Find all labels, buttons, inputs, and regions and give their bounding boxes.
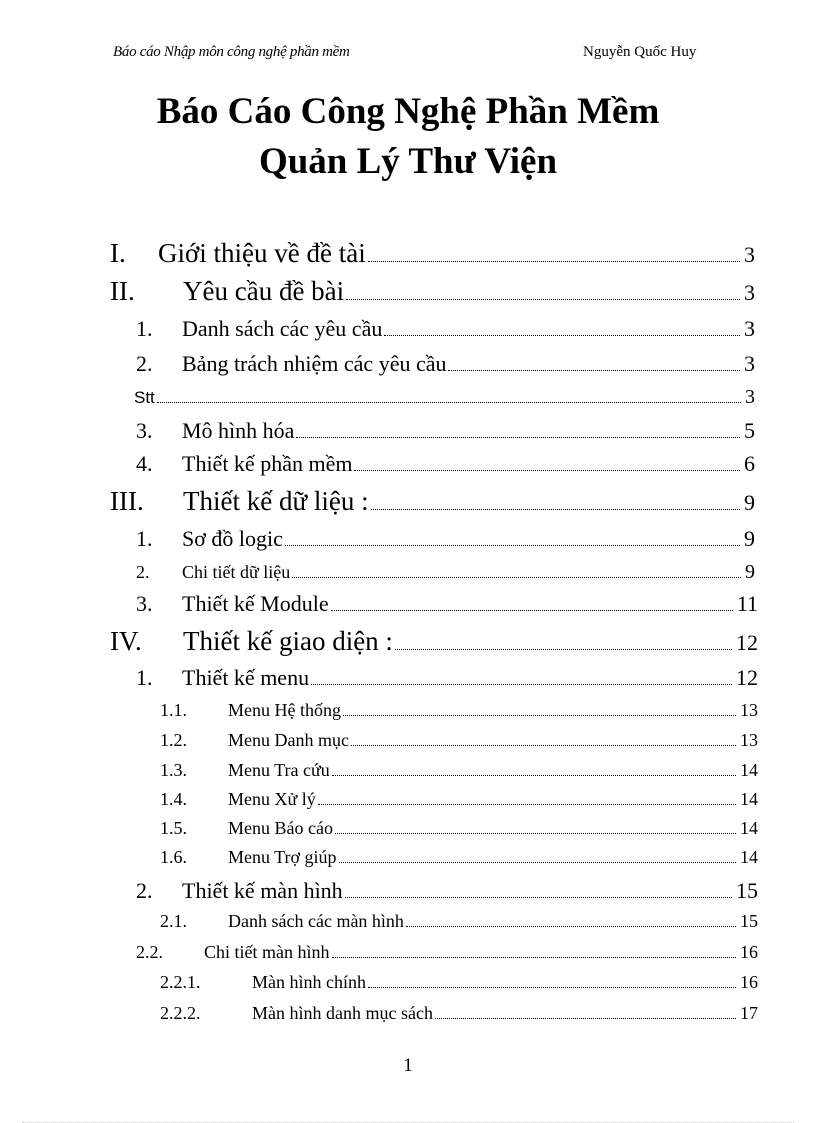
toc-entry[interactable] — [136, 351, 755, 377]
toc-entry[interactable] — [134, 386, 755, 409]
toc-entry[interactable] — [160, 818, 758, 839]
toc-label: Thiết kế Module — [182, 591, 329, 616]
toc-leader — [346, 299, 740, 300]
toc-label: Bảng trách nhiệm các yêu cầu — [182, 351, 447, 376]
toc-label: Giới thiệu về đề tài — [158, 238, 366, 268]
toc-number: 2.2.2. — [160, 1003, 201, 1023]
toc-entry[interactable] — [160, 700, 758, 721]
toc-number: 1.1. — [160, 700, 187, 720]
toc-number: 1.3. — [160, 760, 187, 780]
toc-leader — [371, 509, 740, 510]
toc-leader — [332, 957, 737, 958]
toc-label: Thiết kế dữ liệu : — [183, 486, 369, 516]
toc-label: Menu Trợ giúp — [228, 847, 337, 867]
toc-label: Menu Tra cứu — [228, 760, 330, 780]
toc-entry[interactable] — [136, 591, 758, 617]
toc-leader — [335, 833, 736, 834]
toc-page: 13 — [740, 700, 758, 720]
toc-leader — [332, 775, 736, 776]
toc-page: 6 — [744, 451, 755, 476]
toc-entry[interactable] — [160, 1003, 758, 1024]
toc-number: 1.6. — [160, 847, 187, 867]
toc-label: Menu Báo cáo — [228, 818, 333, 838]
toc-number: 3. — [136, 418, 153, 443]
toc-entry[interactable] — [136, 561, 755, 584]
toc-page: 14 — [740, 789, 758, 809]
toc-leader — [368, 261, 740, 262]
toc-page: 14 — [740, 847, 758, 867]
toc-leader — [406, 926, 736, 927]
toc-label: Thiết kế phần mềm — [182, 451, 353, 476]
toc-label: Yêu cầu đề bài — [183, 276, 345, 306]
toc-number: 4. — [136, 451, 153, 476]
toc-number: 2. — [136, 351, 153, 376]
toc-leader — [318, 804, 736, 805]
toc-leader — [331, 610, 733, 611]
toc-label: Stt — [134, 388, 155, 407]
toc-entry[interactable] — [136, 878, 758, 904]
toc-number: 2. — [136, 878, 153, 903]
toc-entry[interactable] — [110, 486, 755, 517]
toc-leader — [448, 370, 740, 371]
toc-label: Màn hình chính — [252, 972, 366, 992]
toc-page: 9 — [744, 526, 755, 551]
toc-leader — [292, 577, 741, 578]
toc-number: 3. — [136, 591, 153, 616]
toc-entry[interactable] — [160, 789, 758, 810]
toc-number: 2. — [136, 562, 150, 582]
toc-number: 1.4. — [160, 789, 187, 809]
toc-page: 3 — [744, 280, 755, 305]
toc-entry[interactable] — [136, 942, 758, 963]
toc-number: II. — [110, 276, 135, 306]
toc-entry[interactable] — [110, 276, 755, 307]
toc-entry[interactable] — [160, 760, 758, 781]
toc-label: Menu Xử lý — [228, 789, 316, 809]
toc-number: I. — [110, 238, 126, 268]
toc-entry[interactable] — [110, 626, 758, 657]
toc-page: 3 — [744, 351, 755, 376]
toc-page: 12 — [736, 630, 758, 655]
toc-label: Danh sách các màn hình — [228, 911, 404, 931]
toc-label: Chi tiết dữ liệu — [182, 562, 291, 582]
toc-page: 12 — [736, 665, 758, 690]
toc-number: 2.1. — [160, 911, 187, 931]
toc-label: Menu Danh mục — [228, 730, 349, 750]
toc-number: III. — [110, 486, 144, 516]
toc-label: Màn hình danh mục sách — [252, 1003, 433, 1023]
toc-page: 11 — [736, 591, 758, 616]
toc-page: 17 — [740, 1003, 758, 1023]
toc-label: Mô hình hóa — [182, 418, 295, 443]
toc-leader — [368, 987, 736, 988]
toc-number: IV. — [110, 626, 142, 656]
toc-label: Thiết kế menu — [182, 665, 310, 690]
toc-leader — [311, 684, 732, 685]
toc-page: 5 — [744, 418, 755, 443]
toc-page: 9 — [744, 490, 755, 515]
toc-label: Sơ đồ logic — [182, 526, 283, 551]
toc-page: 3 — [745, 386, 755, 408]
toc-page: 14 — [740, 818, 758, 838]
toc-page: 15 — [736, 878, 758, 903]
toc-number: 1. — [136, 526, 153, 551]
toc-entry[interactable] — [160, 972, 758, 993]
toc-label: Danh sách các yêu cầu — [182, 316, 383, 341]
toc-page: 9 — [745, 561, 755, 583]
toc-leader — [395, 649, 732, 650]
toc-page: 3 — [744, 316, 755, 341]
toc-leader — [354, 470, 740, 471]
toc-leader — [343, 715, 736, 716]
toc-number: 1. — [136, 665, 153, 690]
toc-leader — [339, 862, 736, 863]
toc-page: 13 — [740, 730, 758, 750]
toc-entry[interactable] — [110, 238, 755, 269]
toc-leader — [435, 1018, 736, 1019]
toc-entry[interactable] — [160, 847, 758, 868]
toc-label: Chi tiết màn hình — [204, 942, 330, 962]
toc-page: 3 — [744, 242, 755, 267]
toc-number: 2.2. — [136, 942, 163, 962]
toc-leader — [345, 897, 732, 898]
report-subtitle: Quản Lý Thư Viện — [258, 141, 558, 182]
header-author: Nguyễn Quốc Huy — [583, 44, 697, 60]
toc-leader — [157, 402, 741, 403]
toc-number: 1.5. — [160, 818, 187, 838]
toc-page: 15 — [740, 911, 758, 931]
toc-number: 2.2.1. — [160, 972, 201, 992]
toc-entry[interactable] — [136, 665, 758, 691]
toc-label: Thiết kế giao diện : — [183, 626, 393, 656]
toc-entry[interactable] — [136, 316, 755, 342]
toc-number: 1.2. — [160, 730, 187, 750]
toc-label: Menu Hệ thống — [228, 700, 341, 720]
toc-page: 16 — [740, 972, 758, 992]
toc-entry[interactable] — [160, 911, 758, 932]
toc-entry[interactable] — [136, 451, 755, 477]
toc-leader — [285, 545, 740, 546]
toc-entry[interactable] — [136, 526, 755, 552]
toc-entry[interactable] — [160, 730, 758, 751]
page-number: 1 — [403, 1055, 413, 1076]
toc-page: 14 — [740, 760, 758, 780]
toc-leader — [351, 745, 736, 746]
toc-number: 1. — [136, 316, 153, 341]
toc-label: Thiết kế màn hình — [182, 878, 343, 903]
report-title: Báo Cáo Công Nghệ Phần Mềm — [156, 91, 660, 132]
toc-page: 16 — [740, 942, 758, 962]
toc-leader — [296, 437, 740, 438]
toc-entry[interactable] — [136, 418, 755, 444]
header-document-title: Báo cáo Nhập môn công nghệ phần mềm — [113, 44, 350, 60]
toc-leader — [384, 335, 740, 336]
